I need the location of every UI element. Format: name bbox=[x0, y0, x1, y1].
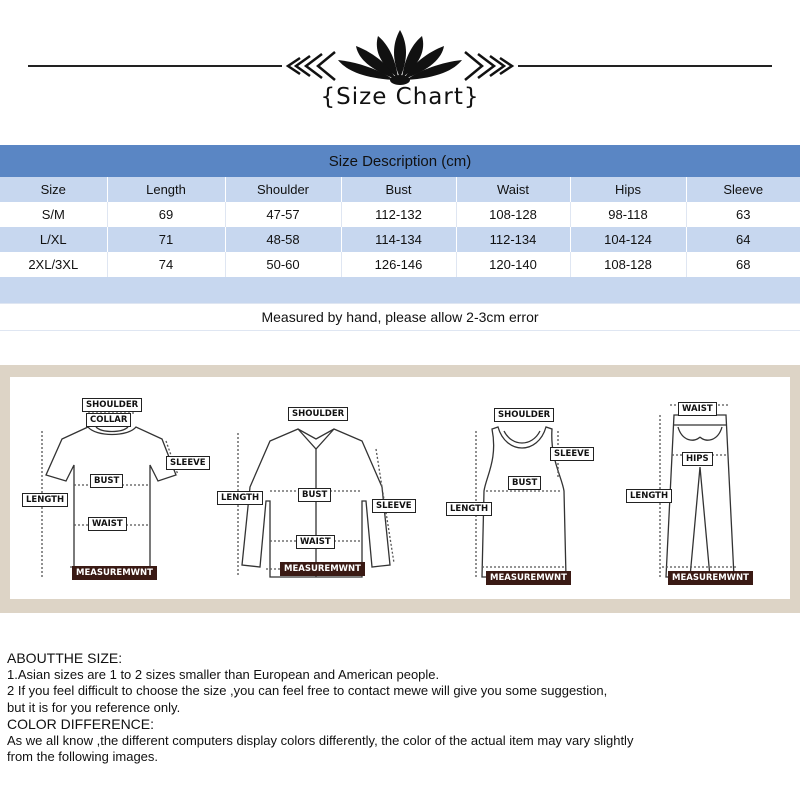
tshirt-collar-label: COLLAR bbox=[86, 413, 131, 427]
table-cell: 108-128 bbox=[456, 202, 570, 227]
table-cell: 48-58 bbox=[225, 227, 341, 252]
table-cell: 64 bbox=[686, 227, 800, 252]
tank-length-label: LENGTH bbox=[446, 502, 492, 516]
about-size-line: 1.Asian sizes are 1 to 2 sizes smaller than European and American people. bbox=[7, 666, 440, 682]
header bbox=[0, 0, 800, 120]
about-size-line: but it is for you reference only. bbox=[7, 699, 181, 715]
table-cell: 112-132 bbox=[341, 202, 456, 227]
color-difference-line: from the following images. bbox=[7, 749, 159, 764]
shirt-waist-label: WAIST bbox=[296, 535, 335, 549]
table-cell: 68 bbox=[686, 252, 800, 277]
pants-length-label: LENGTH bbox=[626, 489, 672, 503]
table-cell: 112-134 bbox=[456, 227, 570, 252]
about-size-line: 2 If you feel difficult to choose the size ,you can feel free to contact mewe will give you some suggestion, bbox=[7, 683, 608, 698]
table-cell: 69 bbox=[107, 202, 225, 227]
table-header-row bbox=[0, 177, 800, 202]
about-size-heading: ABOUTTHE SIZE: bbox=[7, 650, 123, 666]
tshirt-sleeve-label: SLEEVE bbox=[166, 456, 210, 470]
column-header: Waist bbox=[456, 177, 570, 202]
tshirt-measurement-label: MEASUREMWNT bbox=[72, 566, 157, 580]
table-cell: 2XL/3XL bbox=[0, 252, 107, 277]
tshirt-length-label: LENGTH bbox=[22, 493, 68, 507]
table-cell: 74 bbox=[107, 252, 225, 277]
shirt-bust-label: BUST bbox=[298, 488, 331, 502]
measurement-note: Measured by hand, please allow 2-3cm error bbox=[0, 303, 800, 331]
size-table bbox=[0, 145, 800, 331]
page-title: {Size Chart} bbox=[320, 84, 480, 110]
column-header: Sleeve bbox=[686, 177, 800, 202]
pants-measurement-label: MEASUREMWNT bbox=[668, 571, 753, 585]
table-cell: 104-124 bbox=[570, 227, 686, 252]
table-row bbox=[0, 227, 800, 252]
table-cell: 47-57 bbox=[225, 202, 341, 227]
column-header: Length bbox=[107, 177, 225, 202]
table-caption: Size Description (cm) bbox=[0, 145, 800, 177]
tshirt-waist-label: WAIST bbox=[88, 517, 127, 531]
color-difference-line: As we all know ,the different computers display colors differently, the color of the actual item may vary slightly bbox=[7, 732, 634, 748]
column-header: Size bbox=[0, 177, 107, 202]
tank-sleeve-label: SLEEVE bbox=[550, 447, 594, 461]
tshirt-shoulder-label: SHOULDER bbox=[82, 398, 142, 412]
color-difference-heading: COLOR DIFFERENCE: bbox=[7, 716, 155, 732]
tank-bust-label: BUST bbox=[508, 476, 541, 490]
tank-measurement-label: MEASUREMWNT bbox=[486, 571, 571, 585]
measurement-diagram-panel bbox=[0, 365, 800, 613]
notes-section bbox=[7, 650, 797, 766]
shirt-measurement-label: MEASUREMWNT bbox=[280, 562, 365, 576]
shirt-sleeve-label: SLEEVE bbox=[372, 499, 416, 513]
table-cell: 63 bbox=[686, 202, 800, 227]
diagram-canvas bbox=[10, 377, 790, 599]
table-spacer-row bbox=[0, 277, 800, 303]
table-cell: 120-140 bbox=[456, 252, 570, 277]
table-cell: 114-134 bbox=[341, 227, 456, 252]
pants-hips-label: HIPS bbox=[682, 452, 713, 466]
column-header: Hips bbox=[570, 177, 686, 202]
table-cell: 71 bbox=[107, 227, 225, 252]
shirt-shoulder-label: SHOULDER bbox=[288, 407, 348, 421]
table-cell: 50-60 bbox=[225, 252, 341, 277]
table-cell: L/XL bbox=[0, 227, 107, 252]
shirt-length-label: LENGTH bbox=[217, 491, 263, 505]
table-cell: 98-118 bbox=[570, 202, 686, 227]
tank-shoulder-label: SHOULDER bbox=[494, 408, 554, 422]
table-row bbox=[0, 202, 800, 227]
tshirt-bust-label: BUST bbox=[90, 474, 123, 488]
pants-waist-label: WAIST bbox=[678, 402, 717, 416]
table-cell: 126-146 bbox=[341, 252, 456, 277]
table-cell: 108-128 bbox=[570, 252, 686, 277]
table-row bbox=[0, 252, 800, 277]
column-header: Shoulder bbox=[225, 177, 341, 202]
column-header: Bust bbox=[341, 177, 456, 202]
table-cell: S/M bbox=[0, 202, 107, 227]
